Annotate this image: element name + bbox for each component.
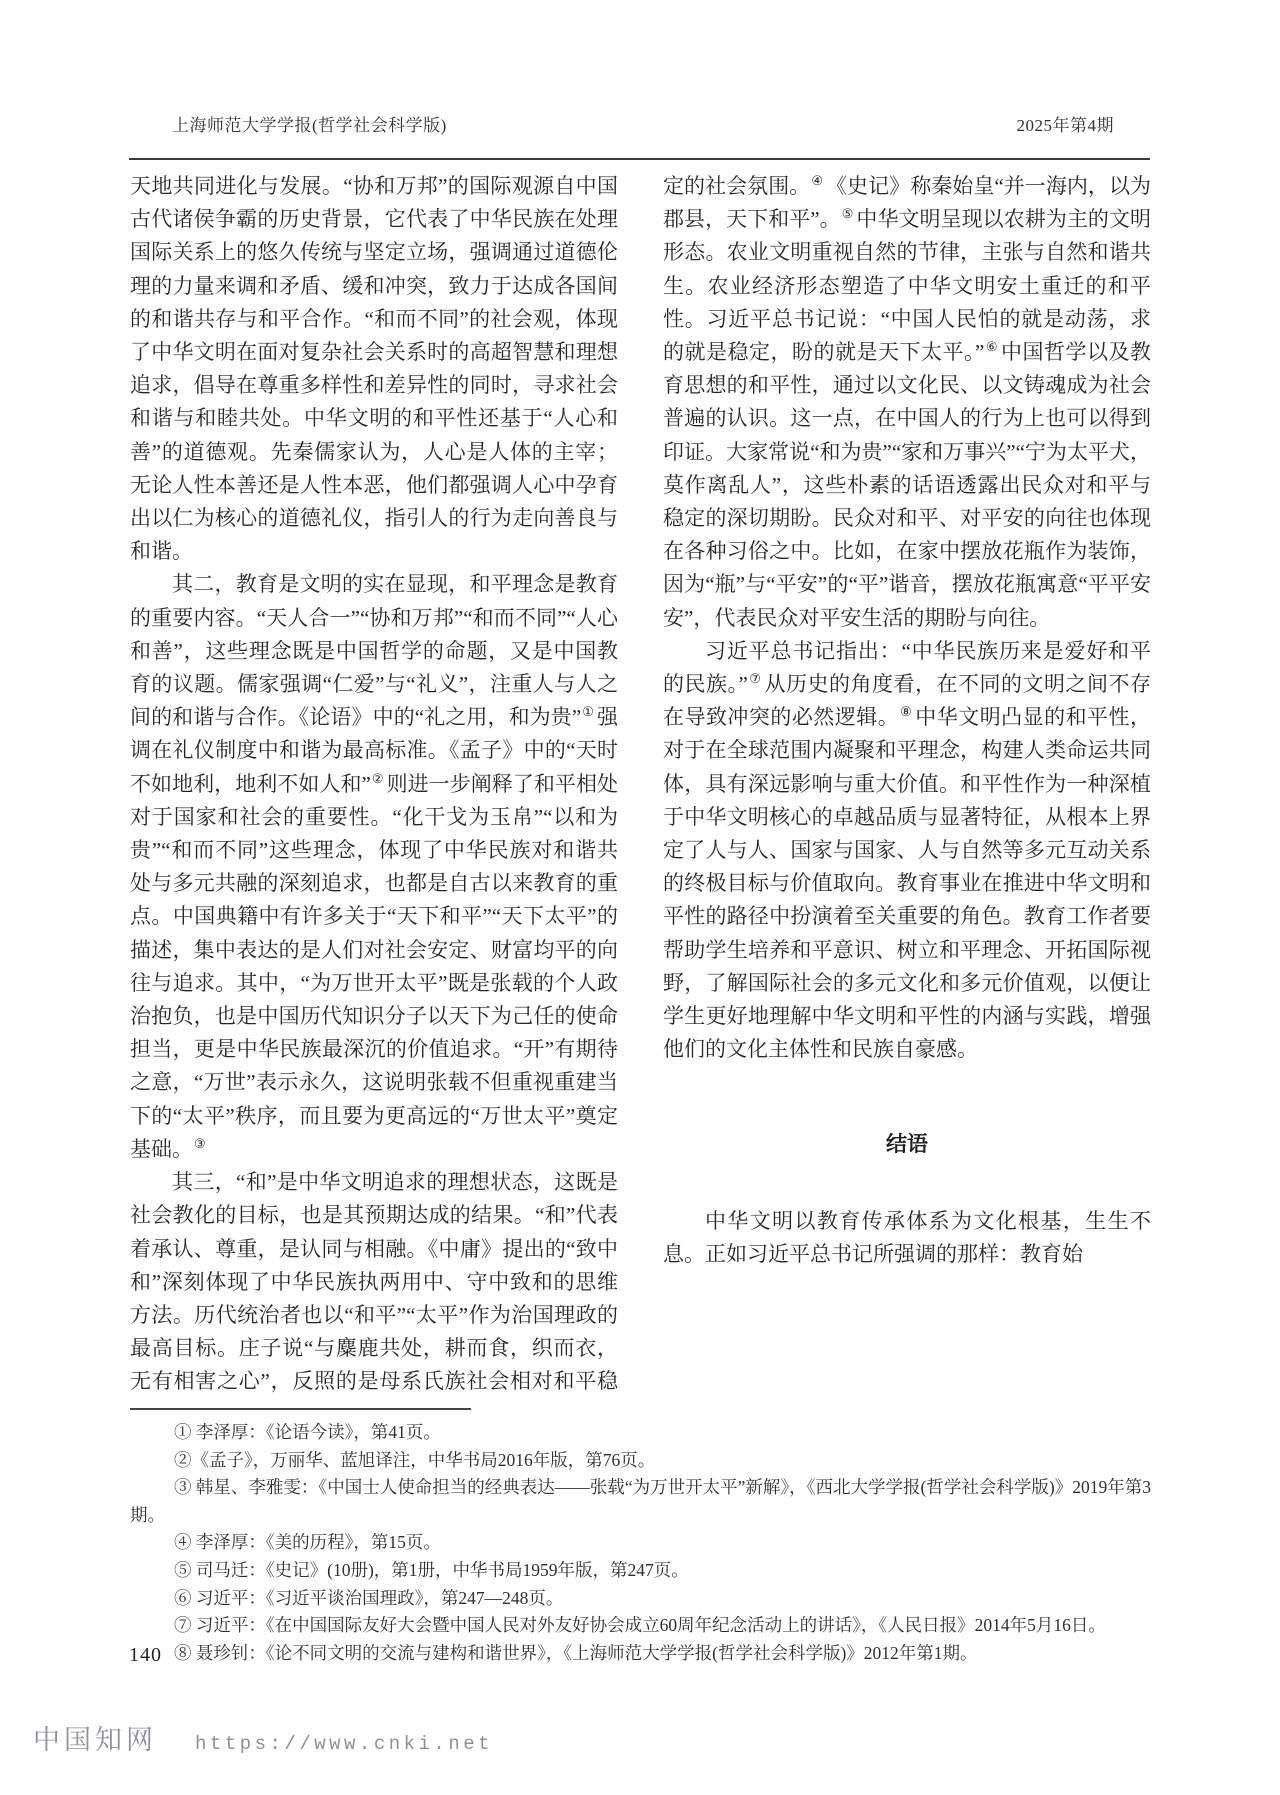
paragraph: 其三，“和”是中华文明追求的理想状态，这既是社会教化的目标，也是其预期达成的结果。“和”代表着承认、尊重，是认同与相融。《中庸》提出的“致中和”深刻体现了中华民族执两用中、守中致和的思维方法。历代统治者也以“和平”“太平”作为治国理政的最高目标。庄子说“与麋鹿共处，耕而食，织而衣，无有相害之心”，反照的是母系氏族社会相对和平稳定的社会氛围。④ 《史记》称秦始皇“并一海内，以为郡县，天下和平”。⑤ 中华文明呈现以农耕为主的文明形态。农业文明重视自然的节律，主张与自然和谐共生。农业经济形态塑造了中华文明安土重迁的和平性。习近平总书记说：“中国人民怕的就是动荡，求的就是稳定，盼的就是天下太平。”⑥ 中国哲学以及教育思想的和平性，通过以文化民、以文铸魂成为社会普遍的认识。这一点，在中国人的行为上也可以得到印证。大家常说“和为贵”“家和万事兴”“宁为太平犬，莫作离乱人”，这些朴素的话语透露出民众对和平与稳定的深切期盼。民众对和平、对平安的向往也体现在各种习俗之中。比如，在家中摆放花瓶作为装饰，因为“瓶”与“平安”的“平”谐音，摆放花瓶寓意“平平安安”，代表民众对平安生活的期盼与向往。 — [130, 173, 1151, 1394]
paragraph: 习近平总书记指出：“中华民族历来是爱好和平的民族。”⑦ 从历史的角度看，在不同的文明之间不存在导致冲突的必然逻辑。⑧ 中华文明凸显的和平性，对于在全球范围内凝聚和平理念，构建人类命运共同体，具有深远影响与重大价值。和平性作为一种深植于中华文明核心的卓越品质与显著特征，从根本上界定了人与人、国家与国家、人与自然等多元互动关系的终极目标与价值取向。教育事业在推进中华文明和平性的路径中扮演着至关重要的角色。教育工作者要帮助学生培养和平意识、树立和平理念、开拓国际视野，了解国际社会的多元文化和多元价值观，以便让学生更好地理解中华文明和平性的内涵与实践，增强他们的文化主体性和民族自豪感。 — [663, 638, 1151, 1062]
footnote-item: ⑦ 习近平：《在中国国际友好大会暨中国人民对外友好协会成立60周年纪念活动上的讲话》，《人民日报》2014年5月16日。 — [174, 1615, 1106, 1636]
issue-label: 2025年第4期 — [1016, 116, 1114, 135]
footnote-ref: ④ — [811, 173, 824, 188]
footnote-item: ③ 韩星、李雅雯：《中国士人使命担当的经典表达——张载“为万世开太平”新解》，《西北大学学报(哲学社会科学版)》2019年第3期。 — [130, 1477, 1151, 1525]
cnki-watermark — [33, 1718, 493, 1757]
footnote-item: ⑧ 聂珍钊：《论不同文明的交流与建构和谐世界》，《上海师范大学学报(哲学社会科学版)》2012年第1期。 — [174, 1642, 978, 1663]
footnote-item: ②《孟子》，万丽华、蓝旭译注，中华书局2016年版，第76页。 — [174, 1449, 656, 1470]
footnote-ref: ⑦ — [748, 671, 762, 687]
paragraph: 其二，教育是文明的实在显现，和平理念是教育的重要内容。“天人合一”“协和万邦”“和而不同”“人心和善”，这些理念既是中国哲学的命题，又是中国教育的议题。儒家强调“仁爱”与“礼义”，注重人与人之间的和谐与合作。《论语》中的“礼之用，和为贵”① 强调在礼仪制度中和谐为最高标准。《孟子》中的“天时不如地利，地利不如人和”② 则进一步阐释了和平相处对于国家和社会的重要性。“化干戈为玉帛”“以和为贵”“和而不同”这些理念，体现了中华民族对和谐共处与多元共融的深刻追求，也都是自古以来教育的重点。中国典籍中有许多关于“天下和平”“天下太平”的描述，集中表达的是人们对社会安定、财富均平的向往与追求。其中，“为万世开太平”既是张载的个人政治抱负，也是中国历代知识分子以天下为己任的使命担当，更是中华民族最深沉的价值追求。“开”有期待之意，“万世”表示永久，这说明张载不但重视重建当下的“太平”秩序，而且要为更高远的“万世太平”奠定基础。③ — [130, 572, 619, 1161]
cnki-url: https://www.cnki.net — [195, 1733, 494, 1755]
footnote-item: ⑥ 习近平：《习近平谈治国理政》，第247—248页。 — [174, 1587, 564, 1608]
footnote-ref: ⑤ — [841, 206, 854, 222]
footnote-divider — [130, 1408, 471, 1410]
paragraph: 中华文明以教育传承体系为文化根基，生生不息。正如习近平总书记所强调的那样：教育始 — [663, 1208, 1151, 1266]
footnote-item: ① 李泽厚：《论语今读》，第41页。 — [174, 1422, 441, 1442]
footnote-ref: ② — [371, 770, 384, 786]
paragraph: 天地共同进化与发展。“协和万邦”的国际观源自中国古代诸侯争霸的历史背景，它代表了中华民族在处理国际关系上的悠久传统与坚定立场，强调通过道德伦理的力量来调和矛盾、缓和冲突，致力于达成各国间的和谐共存与和平合作。“和而不同”的社会观，体现了中华文明在面对复杂社会关系时的高超智慧和理想追求，倡导在尊重多样性和差异性的同时，寻求社会和谐与和睦共处。中华文明的和平性还基于“人心和善”的道德观。先秦儒家认为，人心是人体的主宰；无论人性本善还是人性本恶，他们都强调人心中孕育出以仁为核心的道德礼仪，指引人的行为走向善良与和谐。 — [130, 174, 618, 564]
journal-title: 上海师范大学学报(哲学社会科学版) — [172, 116, 447, 135]
footnote-ref: ⑥ — [985, 339, 998, 355]
footnote-item: ⑤ 司马迁：《史记》(10册)，第1册，中华书局1959年版，第247页。 — [174, 1559, 689, 1580]
footnote-ref: ⑧ — [900, 704, 913, 720]
page-header — [130, 111, 1150, 136]
footnote-ref: ③ — [194, 1135, 206, 1151]
article-columns — [130, 170, 1151, 1408]
footnotes — [130, 1419, 1151, 1667]
cnki-logo-text: 中国知网 — [33, 1725, 157, 1755]
section-heading: 结语 — [886, 1133, 928, 1157]
header-rule — [129, 158, 1150, 160]
footnote-ref: ① — [582, 704, 595, 720]
page-number: 140 — [129, 1644, 162, 1666]
footnote-item: ④ 李泽厚：《美的历程》，第15页。 — [174, 1532, 441, 1553]
